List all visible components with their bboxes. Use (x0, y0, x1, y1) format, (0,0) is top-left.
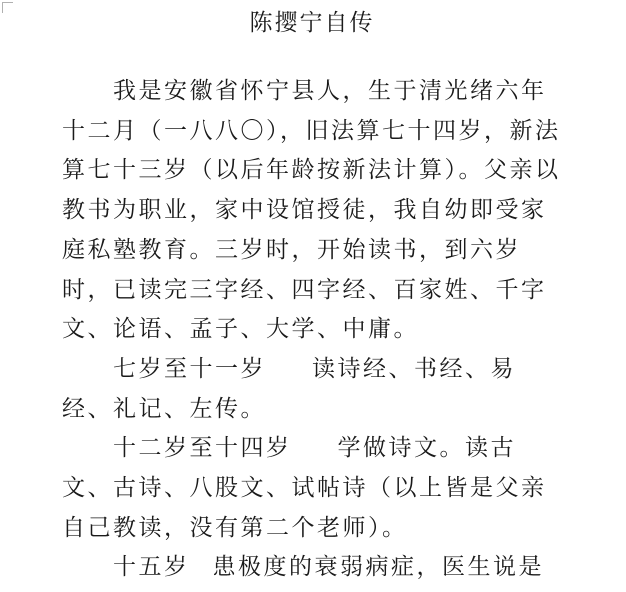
page-corner-mark (2, 2, 13, 13)
paragraph-2-label: 七岁至十一岁 (113, 355, 266, 382)
paragraph-3-text: 学做诗文。读古文、古诗、八股文、试帖诗（以上皆是父亲自己教读，没有第二个老师）。 (62, 435, 547, 541)
document-body (62, 72, 562, 588)
paragraph-2 (62, 350, 562, 429)
paragraph-1-text: 我是安徽省怀宁县人，生于清光绪六年十二月（一八八〇），旧法算七十四岁，新法算七十三岁（以后年龄按新法计算）。父亲以教书为职业，家中设馆授徒，我自幼即受家庭私塾教育。三岁时，开始读书，到六岁时，已读完三字经、四字经、百家姓、千字文、论语、孟子、大学、中庸。 (62, 78, 561, 343)
paragraph-4 (62, 548, 562, 588)
paragraph-4-label: 十五岁 (113, 554, 190, 581)
paragraph-3 (62, 429, 562, 548)
paragraph-1 (62, 72, 562, 350)
document-title: 陈撄宁自传 (249, 10, 375, 36)
paragraph-4-text: 患极度的衰弱病症，医生说是 (212, 554, 544, 581)
paragraph-3-label: 十二岁至十四岁 (113, 435, 292, 462)
paragraph-2-text: 读诗经、书经、易经、礼记、左传。 (62, 355, 516, 422)
